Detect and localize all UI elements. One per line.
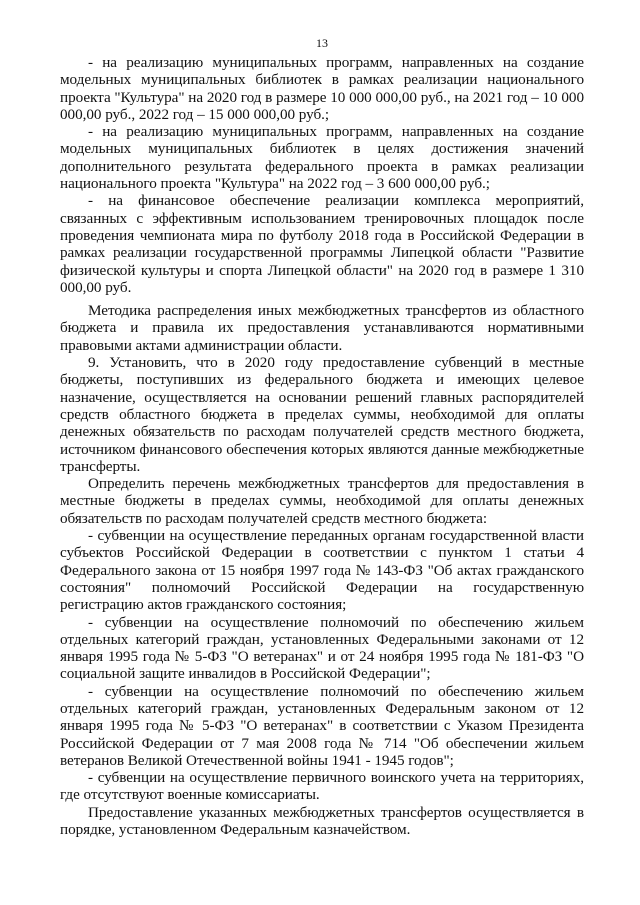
paragraph-housing-wwii-veterans: - субвенции на осуществление полномочий по обеспечению жильем отдельных категорий граждан, установленных Федеральным законом от 12 января 1995 года № 5-ФЗ "О ветеранах" в соответствии с Указом Президента Российской Федерации от 7 мая 2008 года № 714 "Об обеспечении жильем ветеранов Великой Отечественной войны 1941 - 1945 годов"; — [60, 682, 584, 769]
paragraph-item-9: 9. Установить, что в 2020 году предоставление субвенций в местные бюджеты, поступивших из федерального бюджета и имеющих целевое назначение, осуществляется на основании решений главных распорядителей средств областного бюджета в пределах суммы, необходимой для оплаты денежных обязательств по расходам получателей средств местного бюджета, источником финансового обеспечения которых являются данные межбюджетные трансферты. — [60, 354, 584, 475]
paragraph-transfer-list-intro: Определить перечень межбюджетных трансфертов для предоставления в местные бюджеты в пределах суммы, необходимой для оплаты денежных обязательств по расходам получателей средств местного бюджета: — [60, 475, 584, 527]
paragraph-football-training-grounds: - на финансовое обеспечение реализации комплекса мероприятий, связанных с эффективным использованием тренировочных площадок после проведения чемпионата мира по футболу 2018 года в Российской Федерации в рамках реализации государственной программы Липецкой области "Развитие физической культуры и спорта Липецкой области" на 2020 год в размере 1 310 000,00 руб. — [60, 192, 584, 296]
paragraph-library-programs-2022: - на реализацию муниципальных программ, направленных на создание модельных муниципальных библиотек в целях достижения значений дополнительного результата федерального проекта в рамках реализации национального проекта "Культура" на 2022 год – 3 600 000,00 руб.; — [60, 123, 584, 193]
paragraph-military-registration: - субвенции на осуществление первичного воинского учета на территориях, где отсутствуют военные комиссариаты. — [60, 769, 584, 804]
paragraph-civil-status-subvention: - субвенции на осуществление переданных органам государственной власти субъектов Российской Федерации в соответствии с пунктом 1 статьи 4 Федерального закона от 15 ноября 1997 года № 143-ФЗ "Об актах гражданского состояния" полномочий Российской Федерации на государственную регистрацию актов гражданского состояния; — [60, 527, 584, 614]
paragraph-library-programs-2020: - на реализацию муниципальных программ, направленных на создание модельных муниципальных библиотек в рамках реализации национального проекта "Культура" на 2020 год в размере 10 000 000,00 руб., на 2021 год – 10 000 000,00 руб., 2022 год – 15 000 000,00 руб.; — [60, 54, 584, 123]
paragraph-housing-veterans-disabled: - субвенции на осуществление полномочий по обеспечению жильем отдельных категорий граждан, установленных Федеральными законами от 12 января 1995 года № 5-ФЗ "О ветеранах" и от 24 ноября 1995 года № 181-ФЗ "О социальной защите инвалидов в Российской Федерации"; — [60, 613, 584, 683]
paragraph-treasury-procedure: Предоставление указанных межбюджетных трансфертов осуществляется в порядке, установленном Федеральным казначейством. — [60, 803, 584, 839]
page-number: 13 — [316, 36, 328, 50]
paragraph-transfer-methodology: Методика распределения иных межбюджетных трансфертов из областного бюджета и правила их предоставления устанавливаются нормативными правовыми актами администрации области. — [60, 302, 584, 354]
